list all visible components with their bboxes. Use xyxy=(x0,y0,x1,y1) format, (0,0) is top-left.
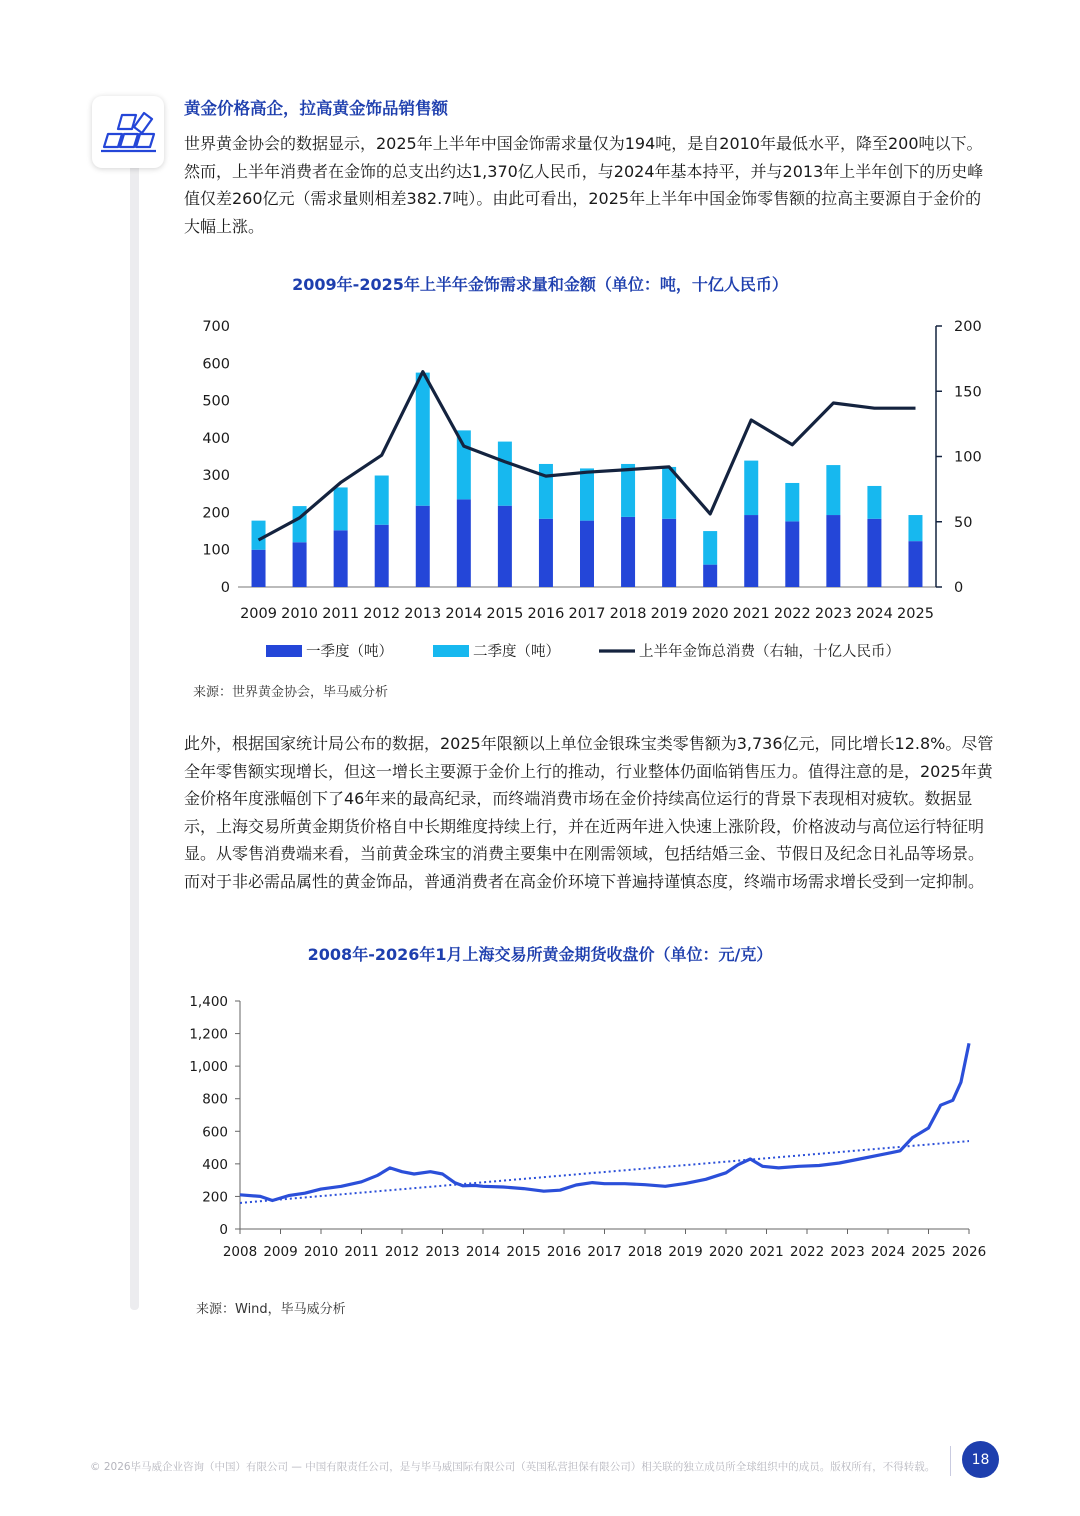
x-tick-label: 2019 xyxy=(650,606,688,622)
x-tick-label: 2018 xyxy=(627,1244,663,1260)
source-2: 来源：Wind，毕马威分析 xyxy=(196,1302,346,1317)
bar-q1 xyxy=(334,530,348,587)
x-tick-label: 2024 xyxy=(855,606,893,622)
chart-1-title: 2009年-2025年上半年金饰需求量和金额（单位：吨，十亿人民币） xyxy=(292,275,788,294)
y-tick-label: 600 xyxy=(202,1124,228,1141)
x-tick-label: 2022 xyxy=(773,606,811,622)
bar-q2 xyxy=(580,468,594,520)
x-tick-label: 2015 xyxy=(506,1244,541,1260)
left-tick-label: 300 xyxy=(202,468,230,485)
legend-label-q2: 二季度（吨） xyxy=(473,644,560,660)
y-tick-label: 200 xyxy=(202,1189,228,1206)
x-tick-label: 2012 xyxy=(363,606,401,622)
bar-q1 xyxy=(457,499,471,587)
x-tick-label: 2025 xyxy=(897,606,934,622)
x-tick-label: 2016 xyxy=(527,606,565,622)
right-tick-label: 150 xyxy=(954,384,982,401)
y-tick-label: 0 xyxy=(219,1222,228,1238)
x-tick-label: 2012 xyxy=(384,1244,420,1260)
x-tick-label: 2013 xyxy=(425,1244,460,1260)
left-tick-label: 500 xyxy=(202,393,230,410)
bar-q2 xyxy=(334,487,348,530)
x-tick-label: 2017 xyxy=(568,606,606,622)
bar-q2 xyxy=(826,465,840,515)
x-tick-label: 2014 xyxy=(465,1244,501,1260)
right-tick-label: 50 xyxy=(954,514,973,531)
trend-line xyxy=(240,1141,969,1203)
x-tick-label: 2015 xyxy=(486,606,524,622)
bar-q1 xyxy=(867,519,881,587)
price-line xyxy=(240,1043,969,1200)
legend-swatch-q1 xyxy=(266,645,302,657)
bar-q2 xyxy=(252,521,266,550)
bar-q2 xyxy=(744,461,758,515)
left-tick-label: 600 xyxy=(202,356,230,373)
section-title: 黄金价格高企，拉高黄金饰品销售额 xyxy=(184,99,448,118)
y-tick-label: 1,400 xyxy=(189,994,228,1010)
y-tick-label: 400 xyxy=(202,1156,228,1173)
x-tick-label: 2023 xyxy=(830,1244,865,1260)
bar-q2 xyxy=(498,442,512,506)
x-tick-label: 2026 xyxy=(951,1244,987,1260)
x-tick-label: 2023 xyxy=(814,606,852,622)
x-tick-label: 2025 xyxy=(911,1244,946,1260)
left-tick-label: 400 xyxy=(202,430,230,447)
bar-q1 xyxy=(580,521,594,587)
y-tick-label: 1,200 xyxy=(189,1026,228,1043)
bar-q1 xyxy=(908,541,922,587)
left-tick-label: 100 xyxy=(202,542,230,559)
right-tick-label: 200 xyxy=(954,319,982,335)
legend-label-q1: 一季度（吨） xyxy=(306,644,393,660)
left-tick-label: 700 xyxy=(202,319,230,335)
x-tick-label: 2011 xyxy=(322,606,360,622)
demand-chart xyxy=(0,300,1080,675)
x-tick-label: 2021 xyxy=(732,606,770,622)
footer-divider xyxy=(950,1446,951,1476)
bar-q2 xyxy=(416,373,430,506)
paragraph-2: 此外，根据国家统计局公布的数据，2025年限额以上单位金银珠宝类零售额为3,736亿元，同比增长12.8%。尽管全年零售额实现增长，但这一增长主要源于金价上行的推动，行业整体仍面临销售压力。值得注意的是，2025年黄金价格年度涨幅创下了46年来的最高纪录，而终端消费市场在金价持续高位运行的背景下表现相对疲软。数据显示，上海交易所黄金期货价格自中长期维度持续上行，并在近两年进入快速上涨阶段，价格波动与高位运行特征明显。从零售消费端来看，当前黄金珠宝的消费主要集中在刚需领域，包括结婚三金、节假日及纪念日礼品等场景。而对于非必需品属性的黄金饰品，普通消费者在高金价环境下普遍持谨慎态度，终端市场需求增长受到一定抑制。 xyxy=(184,734,994,891)
right-tick-label: 0 xyxy=(954,580,964,596)
x-tick-label: 2008 xyxy=(222,1244,258,1260)
bar-q2 xyxy=(785,483,799,521)
footer-copyright: © 2026毕马威企业咨询（中国）有限公司 — 中国有限责任公司，是与毕马威国际有限公司（英国私营担保有限公司）相关联的独立成员所全球组织中的成员。版权所有，不得转载。 xyxy=(90,1461,936,1473)
source-1: 来源：世界黄金协会，毕马威分析 xyxy=(193,685,389,700)
bar-q2 xyxy=(908,515,922,541)
x-tick-label: 2014 xyxy=(445,606,483,622)
bar-q1 xyxy=(252,550,266,587)
x-tick-label: 2019 xyxy=(668,1244,703,1260)
right-tick-label: 100 xyxy=(954,449,982,466)
x-tick-label: 2024 xyxy=(870,1244,906,1260)
x-tick-label: 2018 xyxy=(609,606,647,622)
bar-q2 xyxy=(621,464,635,517)
chart-2-title: 2008年-2026年1月上海交易所黄金期货收盘价（单位：元/克） xyxy=(307,945,773,964)
y-tick-label: 800 xyxy=(202,1091,228,1108)
left-tick-label: 0 xyxy=(220,580,230,596)
x-tick-label: 2013 xyxy=(404,606,442,622)
bar-q1 xyxy=(539,519,553,587)
x-tick-label: 2011 xyxy=(344,1244,379,1260)
bar-q2 xyxy=(703,531,717,565)
paragraph-1: 世界黄金协会的数据显示，2025年上半年中国金饰需求量仅为194吨，是自2010年最低水平，降至200吨以下。然而，上半年消费者在金饰的总支出约达1,370亿人民币，与2024年基本持平，并与2013年上半年创下的历史峰值仅差260亿元（需求量则相差382.7吨）。由此可看出，2025年上半年中国金饰零售额的拉高主要源自于金价的大幅上涨。 xyxy=(184,134,984,236)
bar-q1 xyxy=(662,519,676,587)
bar-q1 xyxy=(498,506,512,587)
bar-q2 xyxy=(457,430,471,499)
x-tick-label: 2020 xyxy=(691,606,729,622)
x-tick-label: 2016 xyxy=(546,1244,582,1260)
x-tick-label: 2009 xyxy=(240,606,277,622)
page-number: 18 xyxy=(962,1441,999,1478)
x-tick-label: 2009 xyxy=(263,1244,298,1260)
gold-bars-icon xyxy=(92,96,164,168)
x-tick-label: 2021 xyxy=(749,1244,784,1260)
bar-q1 xyxy=(826,515,840,587)
bar-q1 xyxy=(621,517,635,587)
legend-swatch-q2 xyxy=(433,645,469,657)
legend-label-line: 上半年金饰总消费（右轴，十亿人民币） xyxy=(639,644,900,660)
bar-q2 xyxy=(375,476,389,525)
bar-q1 xyxy=(744,515,758,587)
bar-q1 xyxy=(293,542,307,587)
bar-q2 xyxy=(867,486,881,519)
bar-q1 xyxy=(416,506,430,587)
x-tick-label: 2020 xyxy=(708,1244,744,1260)
x-tick-label: 2010 xyxy=(303,1244,339,1260)
bar-q1 xyxy=(703,565,717,587)
bar-q1 xyxy=(375,525,389,587)
x-tick-label: 2010 xyxy=(281,606,319,622)
x-tick-label: 2022 xyxy=(789,1244,825,1260)
y-tick-label: 1,000 xyxy=(189,1059,228,1076)
bar-q2 xyxy=(539,464,553,519)
gold-price-chart xyxy=(0,980,1080,1280)
x-tick-label: 2017 xyxy=(587,1244,622,1260)
bar-q1 xyxy=(785,521,799,587)
left-tick-label: 200 xyxy=(202,505,230,522)
